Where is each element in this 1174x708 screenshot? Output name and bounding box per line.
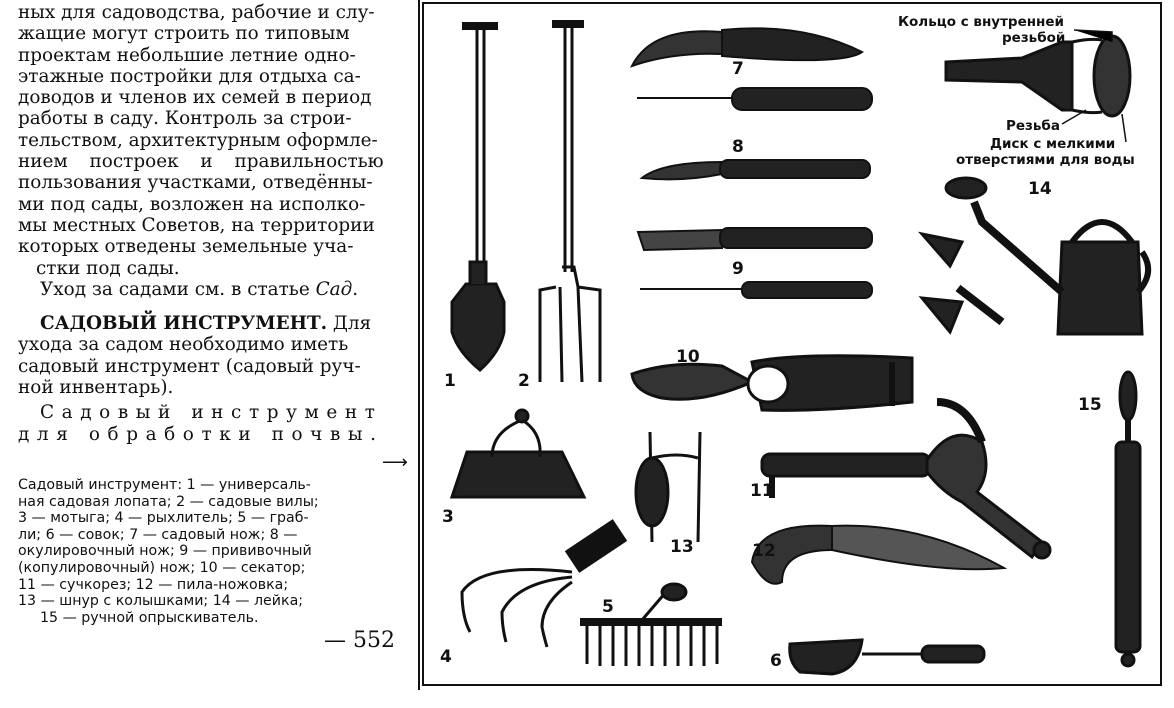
caption-line: окулировочный нож; 9 — прививочный <box>18 543 312 560</box>
column-divider <box>418 0 420 690</box>
cultivator-drawing <box>462 530 620 647</box>
label-ring-2: резьбой <box>1002 30 1066 46</box>
figure-number: 7 <box>732 59 744 79</box>
care-suffix: . <box>352 278 359 300</box>
caption-line: 15 — ручной опрыскиватель. <box>40 609 259 626</box>
body-line: жащие могут строить по типовым <box>18 23 350 45</box>
caption-line: ная садовая лопата; 2 — садовые вилы; <box>18 493 319 510</box>
continuation-arrow: ⟶ <box>382 452 408 473</box>
entry-line: Для <box>327 313 372 335</box>
body-line: ных для садоводства, рабочие и слу- <box>18 2 375 23</box>
figure-number: 2 <box>518 371 530 391</box>
label-thread: Резьба <box>1006 118 1060 134</box>
label-disc: Диск с мелкими <box>990 136 1116 152</box>
body-line: нием построек и правильностью <box>18 151 384 173</box>
pruning-saw-drawing <box>752 526 1004 584</box>
body-paragraph <box>18 2 410 279</box>
caption-line: 3 — мотыга; 4 — рыхлитель; 5 — граб- <box>18 510 309 527</box>
entry-line: ухода за садом необходимо иметь <box>18 334 349 356</box>
entry-line: ной инвентарь). <box>18 377 174 399</box>
figure-number: 13 <box>670 537 694 557</box>
body-line: которых отведены земельные уча- <box>18 236 354 258</box>
body-line: пользования участками, отведённы- <box>18 172 373 194</box>
entry-title: САДОВЫЙ ИНСТРУМЕНТ. <box>40 313 328 335</box>
figure-number: 5 <box>602 597 614 617</box>
care-reference <box>18 279 410 300</box>
entry-paragraph <box>18 313 410 398</box>
figure-number: 15 <box>1078 395 1102 415</box>
entry-line: садовый инструмент (садовый руч- <box>18 355 361 377</box>
fork-drawing <box>540 24 600 382</box>
body-line: стки под сады. <box>36 257 180 279</box>
grafting-knife-drawing <box>638 228 872 298</box>
section-heading <box>18 402 410 445</box>
figure-caption <box>18 477 410 626</box>
figure-number: 10 <box>676 347 700 367</box>
caption-line: ли; 6 — совок; 7 — садовый нож; 8 — <box>18 526 298 543</box>
spade-drawing <box>452 26 504 370</box>
body-line: этажные постройки для отдыха са- <box>18 65 361 87</box>
body-line: доводов и членов их семей в период <box>18 87 372 109</box>
body-line: тельством, архитектурным оформле- <box>18 129 378 151</box>
figure-number: 11 <box>750 481 774 501</box>
trowel-drawing <box>790 640 984 674</box>
section-line: для обработки почвы. <box>18 423 384 445</box>
caption-line: (копулировочный) нож; 10 — секатор; <box>18 559 306 576</box>
figure-number: 14 <box>1028 179 1052 199</box>
page-number: — 552 <box>324 628 395 653</box>
label-ring: Кольцо с внутренней <box>898 14 1065 30</box>
figure-number: 12 <box>752 541 776 561</box>
body-line: проектам небольшие летние одно- <box>18 44 356 66</box>
figure-number: 6 <box>770 651 782 671</box>
budding-knife-drawing <box>642 160 870 179</box>
figure-number: 4 <box>440 647 452 667</box>
watering-can-drawing <box>922 178 1148 334</box>
text-column <box>18 0 410 626</box>
hand-sprayer-drawing <box>1116 372 1140 666</box>
garden-tools-illustration <box>422 2 1162 686</box>
body-line: работы в саду. Контроль за строи- <box>18 108 352 130</box>
care-prefix: Уход за садами см. в статье <box>40 278 316 300</box>
cord-stakes-drawing <box>636 432 700 542</box>
label-disc-2: отверстиями для воды <box>956 152 1135 168</box>
hoe-drawing <box>452 410 584 497</box>
body-line: мы местных Советов, на территории <box>18 214 375 236</box>
figure-number: 8 <box>732 137 744 157</box>
body-line: ми под сады, возложен на исполко- <box>18 193 366 215</box>
section-line: Садовый инструмент <box>40 402 383 424</box>
figure-number: 3 <box>442 507 454 527</box>
figure-number: 1 <box>444 371 456 391</box>
secateurs-drawing <box>632 356 912 411</box>
caption-line: 13 — шнур с колышками; 14 — лейка; <box>18 593 304 610</box>
garden-knife-drawing <box>632 28 872 110</box>
caption-line: 11 — сучкорез; 12 — пила-ножовка; <box>18 576 289 593</box>
rose-detail-drawing <box>946 36 1130 116</box>
caption-line: Садовый инструмент: 1 — универсаль- <box>18 476 311 493</box>
figure-number: 9 <box>732 259 744 279</box>
care-link: Сад <box>315 278 353 300</box>
